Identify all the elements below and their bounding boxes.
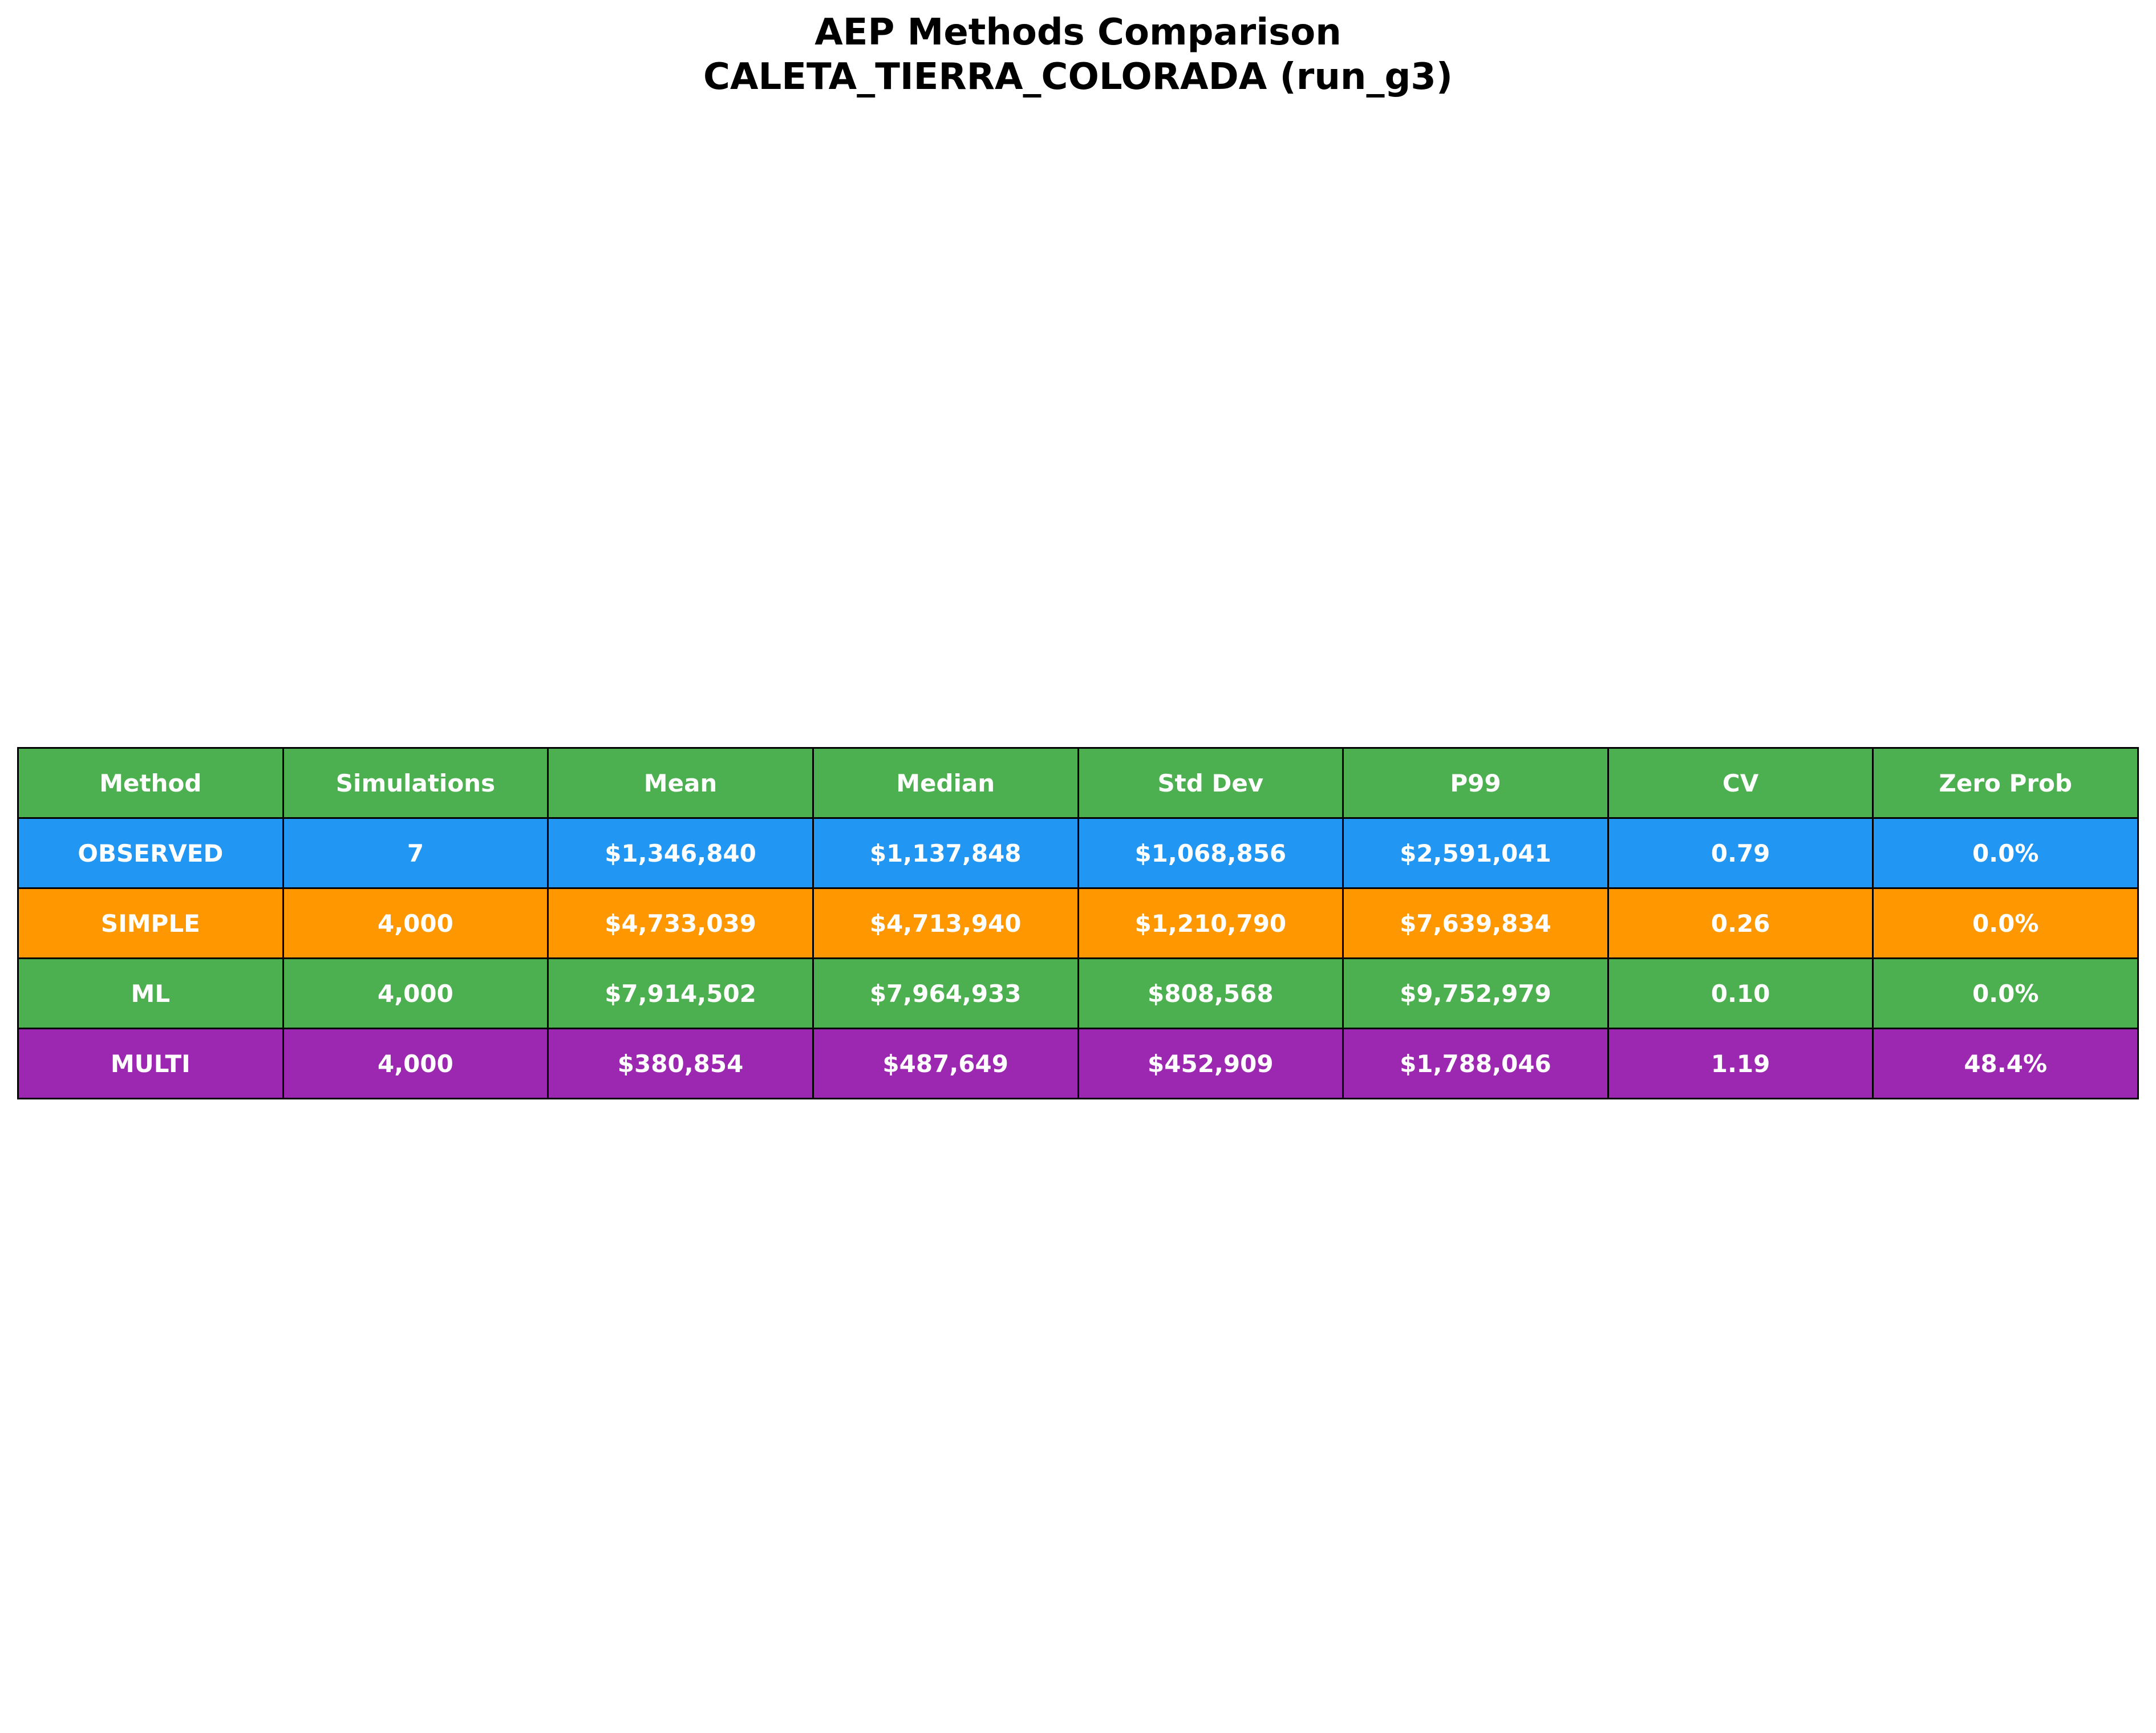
cell-ml-std-dev: $808,568 [1078,959,1343,1029]
chart-title-main: AEP Methods Comparison [814,11,1342,54]
cell-ml-method: ML [18,959,283,1029]
cell-observed-zero-prob: 0.0% [1873,818,2138,888]
cell-multi-cv: 1.19 [1608,1029,1873,1099]
cell-ml-mean: $7,914,502 [548,959,813,1029]
header-std-dev: Std Dev [1078,748,1343,818]
table-row-ml [18,959,2138,1029]
table-body [18,818,2138,1099]
cell-ml-median: $7,964,933 [813,959,1078,1029]
chart-subtitle: CALETA_TIERRA_COLORADA (run_g3) [703,56,1453,98]
header-p99: P99 [1343,748,1608,818]
cell-ml-p99: $9,752,979 [1343,959,1608,1029]
table-row-multi [18,1029,2138,1099]
cell-multi-p99: $1,788,046 [1343,1029,1608,1099]
cell-simple-mean: $4,733,039 [548,888,813,959]
cell-observed-cv: 0.79 [1608,818,1873,888]
cell-multi-median: $487,649 [813,1029,1078,1099]
cell-multi-zero-prob: 48.4% [1873,1029,2138,1099]
header-mean: Mean [548,748,813,818]
cell-observed-method: OBSERVED [18,818,283,888]
cell-simple-method: SIMPLE [18,888,283,959]
cell-multi-mean: $380,854 [548,1029,813,1099]
cell-observed-std-dev: $1,068,856 [1078,818,1343,888]
table-row-observed [18,818,2138,888]
table-header-row [18,748,2138,818]
chart-title [0,10,2156,99]
cell-observed-median: $1,137,848 [813,818,1078,888]
cell-observed-p99: $2,591,041 [1343,818,1608,888]
cell-observed-mean: $1,346,840 [548,818,813,888]
cell-ml-cv: 0.10 [1608,959,1873,1029]
cell-simple-simulations: 4,000 [283,888,548,959]
cell-simple-zero-prob: 0.0% [1873,888,2138,959]
cell-ml-simulations: 4,000 [283,959,548,1029]
cell-ml-zero-prob: 0.0% [1873,959,2138,1029]
cell-simple-cv: 0.26 [1608,888,1873,959]
cell-simple-p99: $7,639,834 [1343,888,1608,959]
table-row-simple [18,888,2138,959]
cell-multi-method: MULTI [18,1029,283,1099]
header-cv: CV [1608,748,1873,818]
cell-simple-std-dev: $1,210,790 [1078,888,1343,959]
header-method: Method [18,748,283,818]
methods-comparison-table [17,747,2139,1099]
cell-multi-simulations: 4,000 [283,1029,548,1099]
header-simulations: Simulations [283,748,548,818]
cell-multi-std-dev: $452,909 [1078,1029,1343,1099]
header-zero-prob: Zero Prob [1873,748,2138,818]
cell-simple-median: $4,713,940 [813,888,1078,959]
cell-observed-simulations: 7 [283,818,548,888]
header-median: Median [813,748,1078,818]
